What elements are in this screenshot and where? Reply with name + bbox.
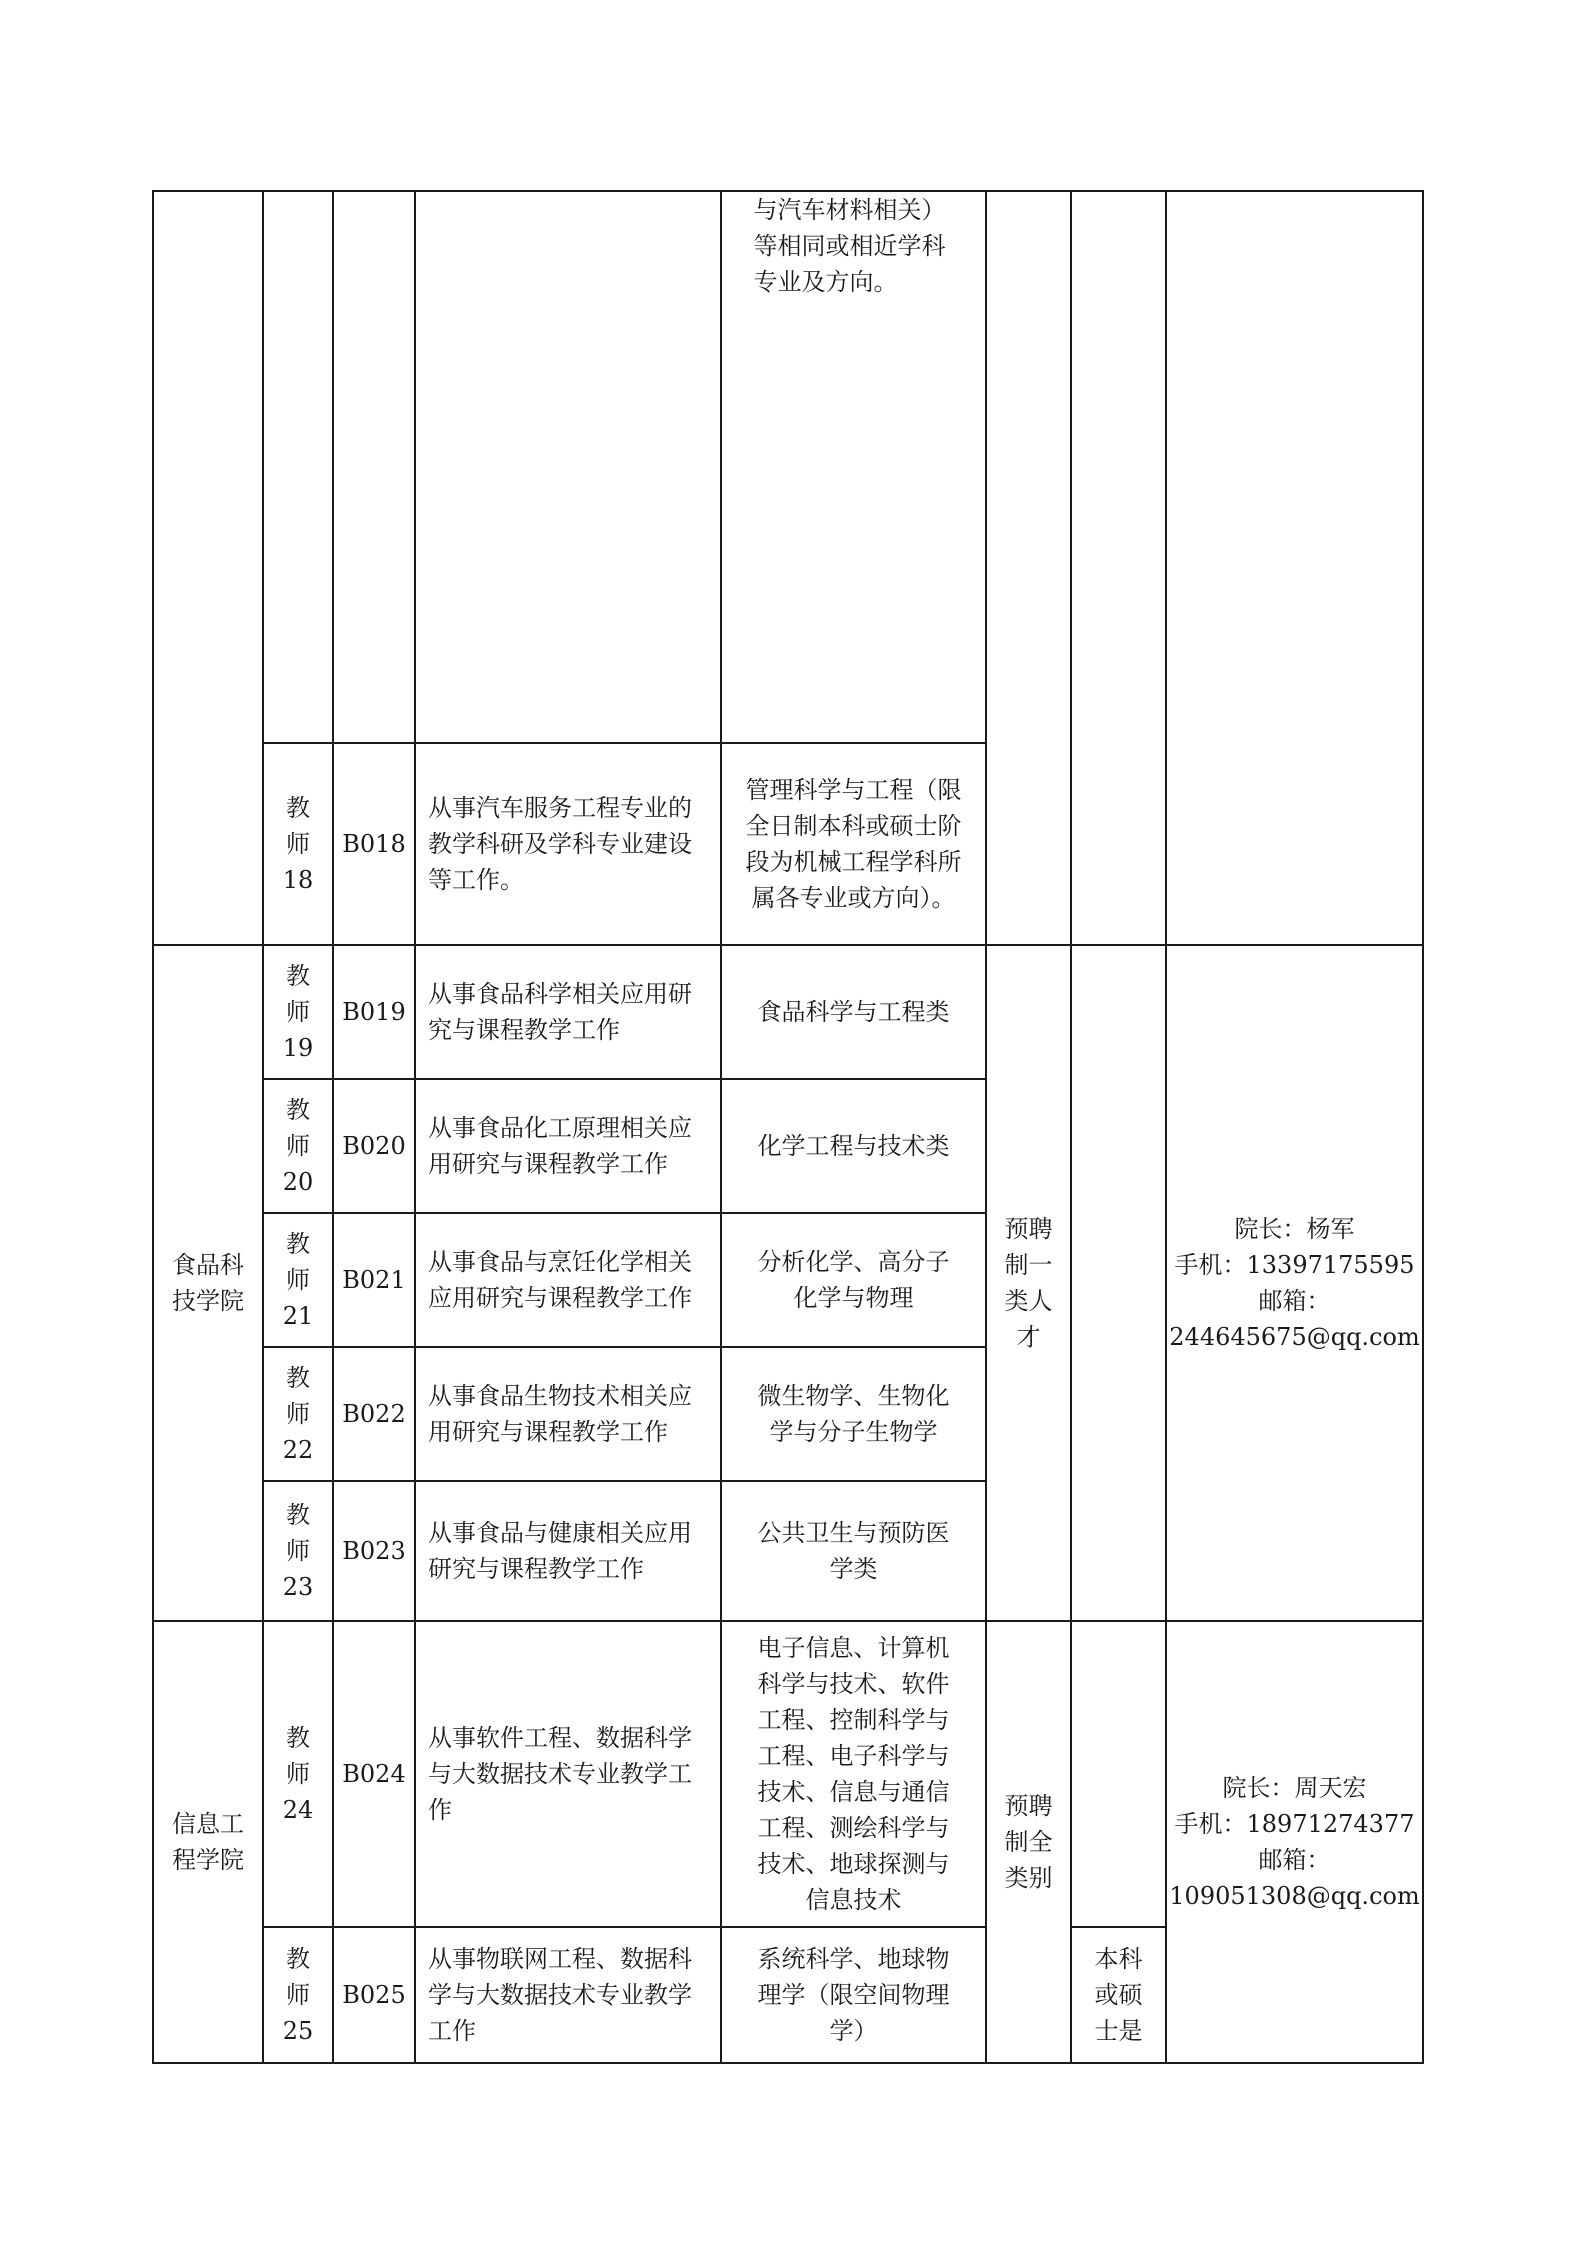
code-cell-continued <box>333 191 415 743</box>
position-code: B022 <box>342 1400 406 1428</box>
position-text: 教师25 <box>282 1945 314 2045</box>
duty-cell <box>415 1347 721 1481</box>
position-text: 教师21 <box>282 1230 314 1330</box>
position-text: 教师20 <box>282 1096 314 1196</box>
position-text: 教师19 <box>282 962 314 1062</box>
major-text: 分析化学、高分子化学与物理 <box>757 1248 950 1312</box>
major-cell <box>721 1213 986 1347</box>
requirement-cell <box>1071 945 1166 1621</box>
position-cell-continued <box>263 191 333 743</box>
dean-phone: 手机：13397175595 <box>1174 1251 1415 1279</box>
duty-text: 从事食品与烹饪化学相关应用研究与课程教学工作 <box>428 1248 692 1312</box>
requirement-cell <box>1071 1621 1166 1927</box>
major-cell <box>721 1621 986 1927</box>
duty-text: 从事食品生物技术相关应用研究与课程教学工作 <box>428 1382 692 1446</box>
position-code: B021 <box>342 1266 406 1294</box>
contact-cell-continued <box>1166 191 1423 945</box>
duty-text: 从事物联网工程、数据科学与大数据技术专业教学工作 <box>428 1945 692 2045</box>
position-cell <box>263 743 333 945</box>
major-cell <box>721 743 986 945</box>
major-text: 管理科学与工程（限全日制本科或硕士阶段为机械工程学科所属各专业或方向）。 <box>745 776 962 912</box>
position-text: 教师24 <box>282 1724 314 1824</box>
position-cell <box>263 1213 333 1347</box>
position-code: B020 <box>342 1132 406 1160</box>
position-cell <box>263 945 333 1079</box>
duty-cell <box>415 1481 721 1621</box>
duty-cell <box>415 743 721 945</box>
position-code: B019 <box>342 998 406 1026</box>
dean-name: 院长：周天宏 <box>1222 1774 1367 1802</box>
school-cell-continued <box>153 191 263 945</box>
code-cell <box>333 1213 415 1347</box>
school-cell <box>153 945 263 1621</box>
major-cell <box>721 1481 986 1621</box>
contact-cell <box>1166 1621 1423 2063</box>
position-cell <box>263 1621 333 1927</box>
position-code: B025 <box>342 1981 406 2009</box>
dean-email: 244645675@qq.com <box>1169 1323 1420 1351</box>
duty-cell <box>415 1621 721 1927</box>
duty-cell <box>415 1927 721 2063</box>
position-cell <box>263 1927 333 2063</box>
position-cell <box>263 1079 333 1213</box>
code-cell <box>333 1347 415 1481</box>
position-code: B018 <box>342 830 406 858</box>
duty-cell <box>415 1213 721 1347</box>
major-text: 食品科学与工程类 <box>757 998 950 1026</box>
code-cell <box>333 1927 415 2063</box>
major-text-continued: 与汽车材料相关）等相同或相近学科专业及方向。 <box>753 196 946 296</box>
major-text: 微生物学、生物化学与分子生物学 <box>757 1382 950 1446</box>
requirement-cell-continued <box>1071 191 1166 945</box>
code-cell <box>333 1481 415 1621</box>
code-cell <box>333 1621 415 1927</box>
major-cell <box>721 1079 986 1213</box>
code-cell <box>333 1079 415 1213</box>
position-code: B023 <box>342 1537 406 1565</box>
duty-cell <box>415 1079 721 1213</box>
major-cell <box>721 945 986 1079</box>
dean-name: 院长：杨军 <box>1234 1215 1355 1243</box>
email-label: 邮箱： <box>1258 1287 1331 1315</box>
dean-phone: 手机：18971274377 <box>1174 1810 1415 1838</box>
position-cell <box>263 1347 333 1481</box>
position-cell <box>263 1481 333 1621</box>
requirement-cell <box>1071 1927 1166 2063</box>
table-row <box>153 1621 1423 1927</box>
major-text: 化学工程与技术类 <box>757 1132 950 1160</box>
major-text: 电子信息、计算机科学与技术、软件工程、控制科学与工程、电子科学与技术、信息与通信工程、测绘科学与技术、地球探测与信息技术 <box>757 1634 950 1914</box>
recruitment-table <box>152 190 1424 2064</box>
duty-cell-continued <box>415 191 721 743</box>
position-text: 教师22 <box>282 1364 314 1464</box>
requirement-text: 本科或硕士是 <box>1094 1945 1143 2045</box>
major-cell <box>721 1347 986 1481</box>
major-cell-continued <box>721 191 986 743</box>
table-row-continuation <box>153 191 1423 743</box>
email-label: 邮箱： <box>1258 1846 1331 1874</box>
category-cell-continued <box>986 191 1071 945</box>
school-name: 信息工程学院 <box>172 1810 244 1874</box>
position-text: 教师18 <box>282 794 314 894</box>
school-cell <box>153 1621 263 2063</box>
category-text: 预聘制全类别 <box>1004 1792 1053 1892</box>
duty-text: 从事食品科学相关应用研究与课程教学工作 <box>428 980 692 1044</box>
major-text: 系统科学、地球物理学（限空间物理学） <box>757 1945 950 2045</box>
school-name: 食品科技学院 <box>172 1251 244 1315</box>
duty-text: 从事食品与健康相关应用研究与课程教学工作 <box>428 1519 692 1583</box>
code-cell <box>333 743 415 945</box>
contact-cell <box>1166 945 1423 1621</box>
category-text: 预聘制一类人才 <box>1004 1215 1053 1351</box>
duty-text: 从事汽车服务工程专业的教学科研及学科专业建设等工作。 <box>428 794 692 894</box>
position-text: 教师23 <box>282 1501 314 1601</box>
major-cell <box>721 1927 986 2063</box>
code-cell <box>333 945 415 1079</box>
duty-text: 从事食品化工原理相关应用研究与课程教学工作 <box>428 1114 692 1178</box>
table-row <box>153 945 1423 1079</box>
major-text: 公共卫生与预防医学类 <box>757 1519 950 1583</box>
dean-email: 109051308@qq.com <box>1169 1882 1420 1910</box>
duty-cell <box>415 945 721 1079</box>
category-cell <box>986 1621 1071 2063</box>
category-cell <box>986 945 1071 1621</box>
duty-text: 从事软件工程、数据科学与大数据技术专业教学工作 <box>428 1724 692 1824</box>
position-code: B024 <box>342 1760 406 1788</box>
